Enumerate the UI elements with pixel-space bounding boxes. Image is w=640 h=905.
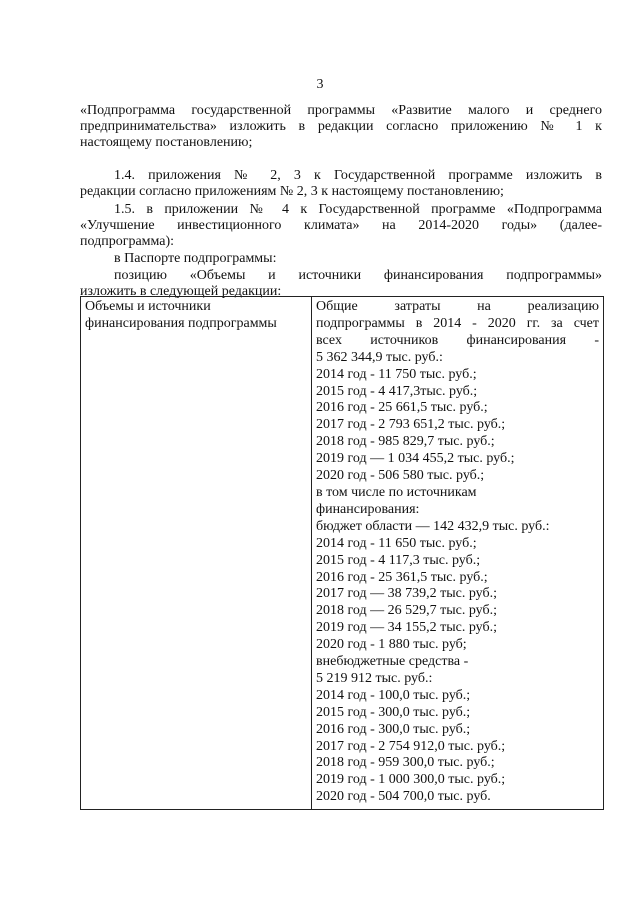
value-line: 2018 год — 26 529,7 тыс. руб.; <box>316 603 497 619</box>
value-line: 2018 год - 985 829,7 тыс. руб.; <box>316 434 495 450</box>
value-line: 2014 год - 11 750 тыс. руб.; <box>316 366 477 382</box>
value-line: подпрограммы в 2014 - 2020 гг. за счет <box>316 315 599 331</box>
page-number: 3 <box>316 77 324 92</box>
text-line: позицию «Объемы и источники финансирования подпрограммы» <box>114 268 602 283</box>
text-line: 1.5. в приложении № 4 к Государственной программе «Подпрограмма <box>114 202 602 217</box>
value-line: 2015 год - 4 417,3тыс. руб.; <box>316 383 478 399</box>
value-line: 2020 год - 1 880 тыс. руб; <box>316 637 467 653</box>
value-line: 2019 год — 34 155,2 тыс. руб.; <box>316 620 497 636</box>
paragraph-subprogram-title <box>80 103 602 151</box>
value-line: 2018 год - 959 300,0 тыс. руб.; <box>316 755 495 771</box>
value-line: 2016 год - 300,0 тыс. руб.; <box>316 721 471 737</box>
text-line: настоящему постановлению; <box>80 135 253 150</box>
value-line: 2017 год - 2 793 651,2 тыс. руб.; <box>316 417 506 433</box>
paragraph-1-4 <box>80 168 602 200</box>
value-line: Общие затраты на реализацию <box>316 299 599 314</box>
text-line: «Улучшение инвестиционного климата» на 2014-2020 годы» (далее- <box>80 218 602 233</box>
text-line: «Подпрограмма государственной программы «Развитие малого и среднего <box>80 103 602 118</box>
text-line: подпрограмма): <box>80 234 175 249</box>
value-line: 5 362 344,9 тыс. руб.: <box>316 349 443 365</box>
text-line: 1.4. приложения № 2, 3 к Государственной программе изложить в <box>114 168 602 183</box>
value-line: финансирования: <box>316 501 420 517</box>
value-line: 2015 год - 4 117,3 тыс. руб.; <box>316 552 481 568</box>
paragraph-1-5 <box>80 202 602 250</box>
value-line: 2014 год - 11 650 тыс. руб.; <box>316 535 477 551</box>
value-line: 5 219 912 тыс. руб.: <box>316 670 433 686</box>
value-line: 2015 год - 300,0 тыс. руб.; <box>316 704 471 720</box>
value-line: внебюджетные средства - <box>316 654 469 670</box>
text-line: изложить в следующей редакции: <box>80 284 282 299</box>
value-line: 2014 год - 100,0 тыс. руб.; <box>316 687 471 703</box>
value-line: 2017 год — 38 739,2 тыс. руб.; <box>316 586 497 602</box>
table-row <box>81 297 604 810</box>
value-line: бюджет области — 142 432,9 тыс. руб.: <box>316 518 550 534</box>
financing-label-cell <box>81 297 312 810</box>
text-line: предпринимательства» изложить в редакции согласно приложению № 1 к <box>80 119 602 134</box>
text-line: в Паспорте подпрограммы: <box>114 251 277 266</box>
label-line: финансирования подпрограммы <box>85 315 277 331</box>
text-line: редакции согласно приложениям № 2, 3 к настоящему постановлению; <box>80 184 504 199</box>
paragraph-passport <box>80 251 602 267</box>
financing-value-cell <box>312 297 604 810</box>
financing-table <box>80 296 604 810</box>
value-line: 2019 год - 1 000 300,0 тыс. руб.; <box>316 772 506 788</box>
value-line: 2016 год - 25 661,5 тыс. руб.; <box>316 400 488 416</box>
value-line: 2020 год - 506 580 тыс. руб.; <box>316 468 485 484</box>
value-line: 2017 год - 2 754 912,0 тыс. руб.; <box>316 738 506 754</box>
value-line: 2019 год — 1 034 455,2 тыс. руб.; <box>316 451 515 467</box>
value-line: в том числе по источникам <box>316 484 477 500</box>
value-line: 2016 год - 25 361,5 тыс. руб.; <box>316 569 488 585</box>
value-line: всех источников финансирования - <box>316 332 599 348</box>
label-line: Объемы и источники <box>85 299 211 314</box>
value-line: 2020 год - 504 700,0 тыс. руб. <box>316 789 491 805</box>
